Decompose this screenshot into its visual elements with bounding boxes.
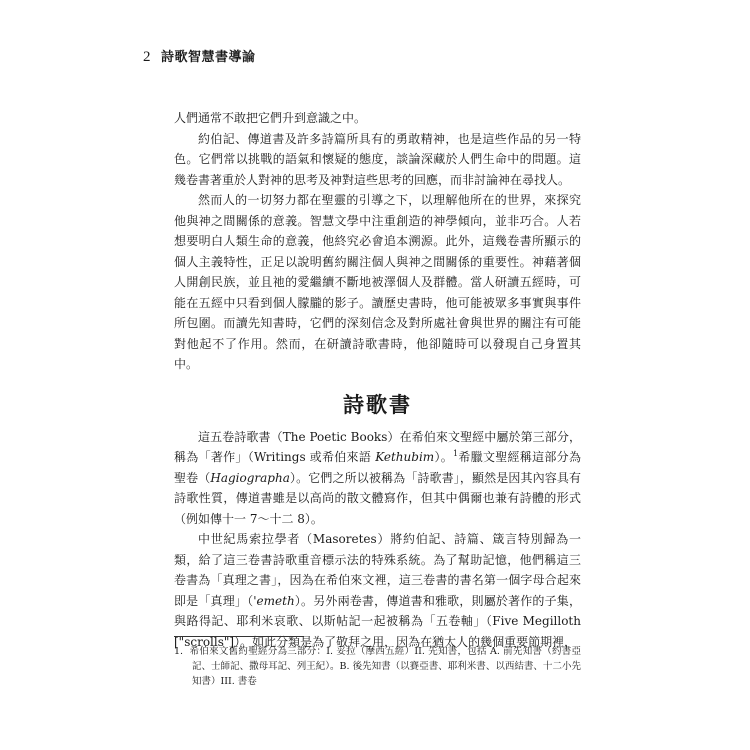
term-emeth: 'emeth [253,593,295,608]
term-hagiographa: Hagiographa [210,470,290,485]
section-paragraph-2: 中世紀馬索拉學者（Masoretes）將約伯記、詩篇、箴言特別歸為一類，給了這三卷書詩歌重音標示法的特殊系統。為了幫助記憶，他們稱這三卷書為「真理之書」，因為在希伯來文裡，這三卷書的書名第一個字母合起來即是「真理」（'emeth）。另外兩卷書，傳道書和雅歌，則屬於著作的子集，與路得記、耶利米哀歌、以斯帖記一起被稱為「五卷軸」（Five Megilloth ["scrolls"]）。如此分類是為了敬拜之用，因為在猶太人的幾個重要節期裡， [174,532,581,649]
running-header [143,46,256,66]
section-paragraph-1: 這五卷詩歌書（The Poetic Books）在希伯來文聖經中屬於第三部分，稱為「著作」（Writings 或希伯來語 Kethubim）。$^1$希臘文聖經稱這部分為聖卷（Hagiographa）。它們之所以被稱為「詩歌書」，顯然是因其內容具有詩歌性質，傳道書雖是以高尚的散文體寫作，但其中偶爾也兼有詩體的形式（例如傳十一 7～十二 8）。 [174,429,581,526]
footnote [174,644,581,689]
term-kethubim: Kethubim [375,450,435,464]
footnote-text: 希伯來文舊約聖經分為三部分：I. 妥拉（摩西五經）II. 先知書，包括 A. 前先知書（約書亞記、士師記、撒母耳記、列王紀）。B. 後先知書（以賽亞書、耶利米書、以西結書、十二小先知書）III. 書卷 [189,646,581,687]
page-number: 2 [143,49,151,65]
paragraph-3: 然而人的一切努力都在聖靈的引導之下，以理解他所在的世界，來探究他與神之間關係的意義。智慧文學中注重創造的神學傾向，並非巧合。人若想要明白人類生命的意義，他終究必會追本溯源。此外，這幾卷書所顯示的個人主義特性，正足以說明舊約關注個人與神之間關係的重要性。神藉著個人開創民族，並且祂的愛繼續不斷地被澤個人及群體。當人研讀五經時，可能在五經中只看到個人朦朧的影子。讀歷史書時，他可能被眾多事實與事件所包圍。而讀先知書時，它們的深刻信念及對所處社會與世界的關注有可能對他起不了作用。然而，在研讀詩歌書時，他卻隨時可以發現自己身置其中。 [174,193,581,371]
footnote-ref[interactable]: 1 [453,449,459,458]
main-text [174,108,581,652]
running-title: 詩歌智慧書導論 [161,50,256,65]
footnote-number: 1. [174,646,184,657]
footnote-divider [174,636,304,637]
paragraph-1: 人們通常不敢把它們升到意識之中。 [174,111,367,125]
paragraph-2: 約伯記、傳道書及許多詩篇所具有的勇敢精神，也是這些作品的另一特色。它們常以挑戰的語氣和懷疑的態度，談論深藏於人們生命中的問題。這幾卷書著重於人對神的思考及神對這些思考的回應，而非討論神在尋找人。 [174,131,581,187]
section-heading: 詩歌書 [343,391,412,417]
